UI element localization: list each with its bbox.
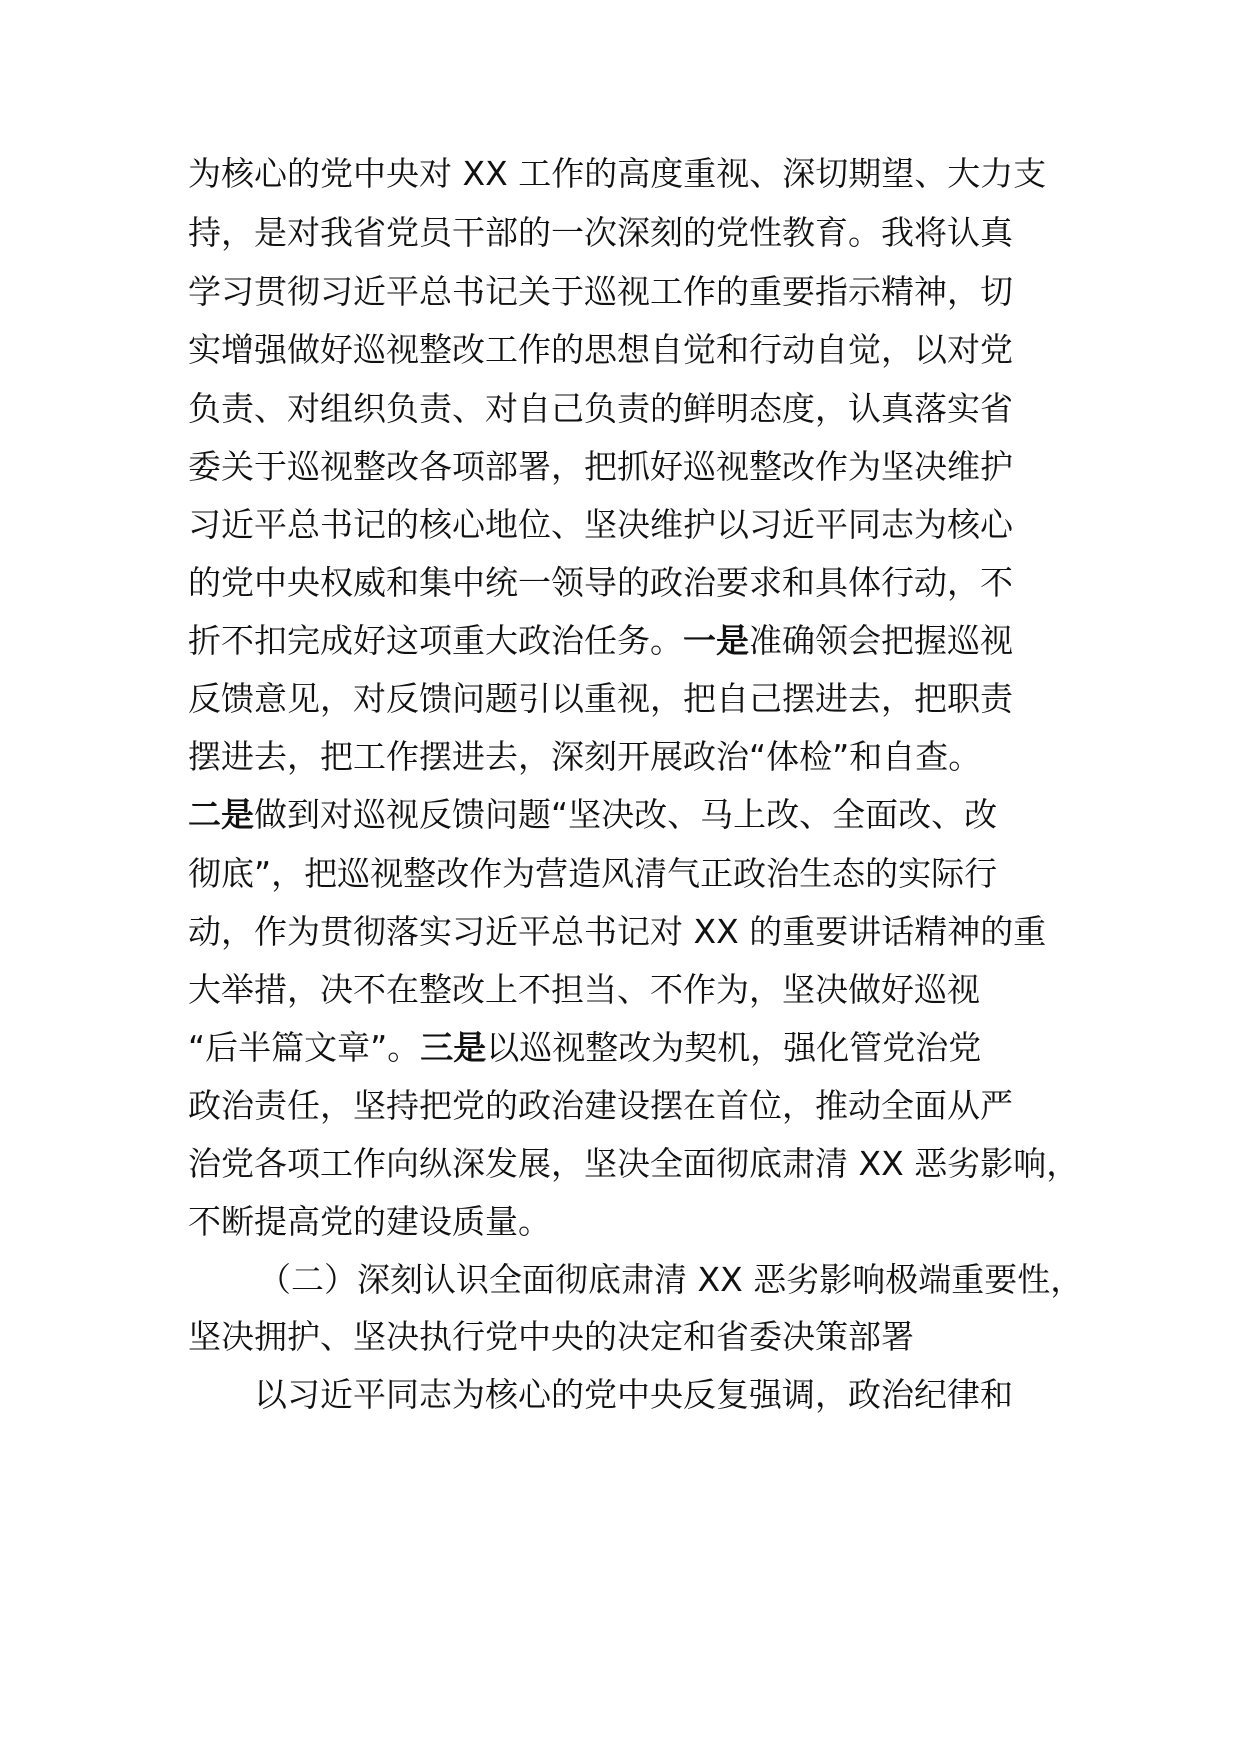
- paragraph-line: 摆进去，把工作摆进去，深刻开展政治“体检”和自查。: [188, 737, 982, 776]
- paragraph-line: 动，作为贯彻落实习近平总书记对 XX 的重要讲话精神的重: [188, 912, 1047, 951]
- paragraph-text: 折不扣完成好这项重大政治任务。: [188, 621, 683, 660]
- section-heading-line: （二）深刻认识全面彻底肃清 XX 恶劣影响极端重要性，: [258, 1260, 1084, 1299]
- paragraph-line: 负责、对组织负责、对自己负责的鲜明态度，认真落实省: [188, 389, 1013, 428]
- paragraph-line: 习近平总书记的核心地位、坚决维护以习近平同志为核心: [188, 505, 1013, 544]
- paragraph-line: 彻底”，把巡视整改作为营造风清气正政治生态的实际行: [188, 854, 998, 893]
- paragraph-text: “后半篇文章”。: [188, 1028, 421, 1067]
- paragraph-line: [188, 1024, 1068, 1072]
- paragraph-line: 大举措，决不在整改上不担当、不作为，坚决做好巡视: [188, 970, 980, 1009]
- paragraph-line: [188, 617, 1068, 665]
- bold-marker-second: 二是: [188, 795, 254, 834]
- section-heading-line: 坚决拥护、坚决执行党中央的决定和省委决策部署: [188, 1317, 914, 1356]
- paragraph-line: 不断提高党的建设质量。: [188, 1202, 551, 1241]
- paragraph-line: 以习近平同志为核心的党中央反复强调，政治纪律和: [254, 1375, 1013, 1414]
- paragraph-text: 以巡视整改为契机，强化管党治党: [486, 1028, 982, 1067]
- paragraph-line: 反馈意见，对反馈问题引以重视，把自己摆进去，把职责: [188, 679, 1013, 718]
- paragraph-line: 委关于巡视整改各项部署，把抓好巡视整改作为坚决维护: [188, 447, 1013, 486]
- paragraph-text: 准确领会把握巡视: [749, 621, 1013, 660]
- paragraph-line: 学习贯彻习近平总书记关于巡视工作的重要指示精神，切: [188, 272, 1013, 311]
- bold-marker-first: 一是: [683, 621, 749, 660]
- paragraph-line: 实增强做好巡视整改工作的思想自觉和行动自觉，以对党: [188, 330, 1013, 369]
- paragraph-line: 的党中央权威和集中统一领导的政治要求和具体行动，不: [188, 563, 1013, 602]
- paragraph-line: [188, 791, 1068, 839]
- paragraph-line: 治党各项工作向纵深发展，坚决全面彻底肃清 XX 恶劣影响，: [188, 1144, 1080, 1183]
- paragraph-line: 政治责任，坚持把党的政治建设摆在首位，推动全面从严: [188, 1086, 1013, 1125]
- bold-marker-third: 三是: [420, 1028, 487, 1067]
- paragraph-line: 持，是对我省党员干部的一次深刻的党性教育。我将认真: [188, 213, 1013, 252]
- paragraph-text: 做到对巡视反馈问题“坚决改、马上改、全面改、改: [254, 795, 998, 834]
- paragraph-line: 为核心的党中央对 XX 工作的高度重视、深切期望、大力支: [188, 154, 1047, 193]
